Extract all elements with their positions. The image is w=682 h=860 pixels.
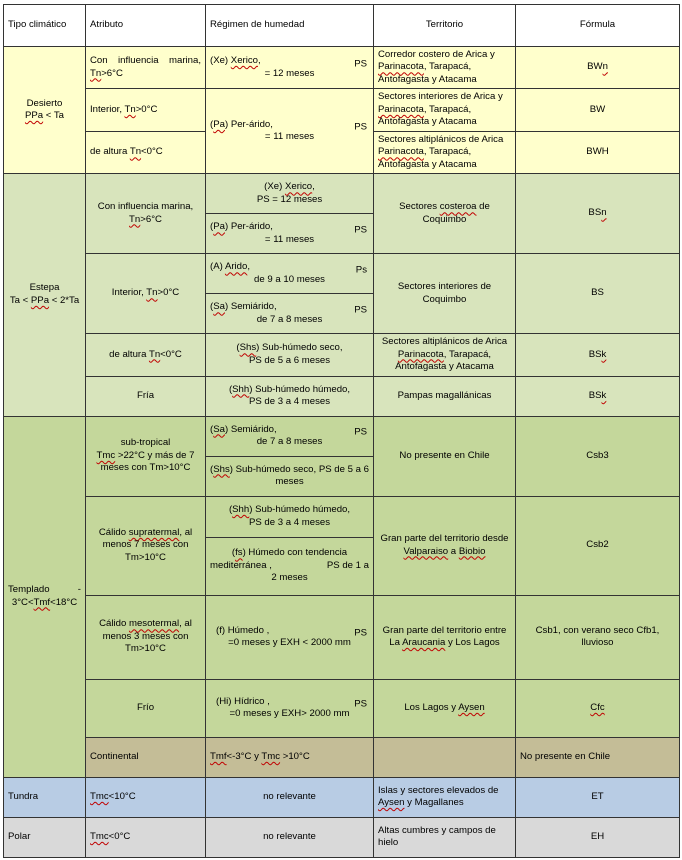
territorio-estepa-pampas: Pampas magallánicas: [374, 376, 516, 416]
table-row: [4, 595, 680, 679]
table-row: [4, 254, 680, 294]
regimen-templado-subhumedo-seco: (Shs) Sub-húmedo seco, PS de 5 a 6 meses: [206, 456, 374, 496]
regimen-tundra: no relevante: [206, 777, 374, 817]
territorio-templado-nopresente: No presente en Chile: [374, 416, 516, 496]
regimen-desierto-perarido: (Pa) Per-árido, = 11 meses PS: [206, 89, 374, 174]
attr-templado-mesotermal: Cálido mesotermal, al menos 3 meses con Tm>10°C: [86, 595, 206, 679]
table-row: [4, 416, 680, 456]
regimen-estepa-subhumedo-seco: (Shs) Sub-húmedo seco, PS de 5 a 6 meses: [206, 334, 374, 376]
header-atributo: Atributo: [86, 5, 206, 47]
formula-csb2: Csb2: [516, 496, 680, 595]
formula-et: ET: [516, 777, 680, 817]
attr-estepa-fria: Fría: [86, 376, 206, 416]
regimen-desierto-xerico: (Xe) Xerico, = 12 meses PS: [206, 47, 374, 89]
regimen-templado-hidrico: (Hi) Hídrico , =0 meses y EXH> 2000 mm PS: [206, 679, 374, 737]
attr-estepa-marina: Con influencia marina, Tn>6°C: [86, 174, 206, 254]
table-row: [4, 174, 680, 214]
table-row: [4, 817, 680, 857]
regimen-estepa-arido: (A) Arido, de 9 a 10 meses Ps: [206, 254, 374, 294]
attr-templado-frio: Frío: [86, 679, 206, 737]
attr-desierto-interior: Interior, Tn>0°C: [86, 89, 206, 131]
formula-bsk-2: BSk: [516, 376, 680, 416]
regimen-templado-subhumedo-humedo: (Shh) Sub-húmedo húmedo, PS de 3 a 4 meses: [206, 496, 374, 537]
attr-desierto-altura: de altura Tn<0°C: [86, 131, 206, 173]
regimen-estepa-subhumedo-humedo: (Shh) Sub-húmedo húmedo, PS de 3 a 4 meses: [206, 376, 374, 416]
table-row: [4, 737, 680, 777]
attr-estepa-interior: Interior, Tn>0°C: [86, 254, 206, 334]
territorio-desierto-interior: Sectores interiores de Arica y Parinacota, Tarapacá, Antofagasta y Atacama: [374, 89, 516, 131]
attr-tundra: Tmc<10°C: [86, 777, 206, 817]
formula-csb3: Csb3: [516, 416, 680, 496]
tipo-polar: Polar: [4, 817, 86, 857]
regimen-continental: [374, 737, 516, 777]
formula-eh: EH: [516, 817, 680, 857]
formula-bwn: BWn: [516, 47, 680, 89]
header-row: [4, 5, 680, 47]
formula-bs: BS: [516, 254, 680, 334]
table-row: [4, 47, 680, 89]
territorio-templado-aysen: Los Lagos y Aysen: [374, 679, 516, 737]
regimen-templado-mediterraneo: (fs) Húmedo con tendencia mediterránea , PS de 1 a 2 meses: [206, 537, 374, 595]
tipo-tundra: Tundra: [4, 777, 86, 817]
tipo-templado: Templado - 3°C<Tmf<18°C: [4, 416, 86, 777]
table-row: [4, 334, 680, 376]
attr-polar: Tmc<0°C: [86, 817, 206, 857]
formula-cfc: Cfc: [516, 679, 680, 737]
regimen-estepa-perarido: (Pa) Per-árido, = 11 meses PS: [206, 214, 374, 254]
header-territorio: Territorio: [374, 5, 516, 47]
regimen-templado-humedo: (f) Húmedo , =0 meses y EXH < 2000 mm PS: [206, 595, 374, 679]
territorio-estepa-interior: Sectores interiores de Coquimbo: [374, 254, 516, 334]
attr-desierto-marina: Con influencia marina, Tn>6°C: [86, 47, 206, 89]
table-row: [4, 777, 680, 817]
table-row: [4, 376, 680, 416]
territorio-polar: Altas cumbres y campos de hielo: [374, 817, 516, 857]
formula-bsk: BSk: [516, 334, 680, 376]
header-formula: Fórmula: [516, 5, 680, 47]
territorio-templado-araucania: Gran parte del territorio entre La Araucania y Los Lagos: [374, 595, 516, 679]
climate-table: [3, 4, 680, 858]
regimen-estepa-semiarido: (Sa) Semiárido, de 7 a 8 meses PS: [206, 294, 374, 334]
table-row: [4, 89, 680, 131]
tipo-estepa: Estepa Ta < PPa < 2*Ta: [4, 174, 86, 416]
regimen-polar: no relevante: [206, 817, 374, 857]
formula-bwh: BWH: [516, 131, 680, 173]
tipo-continental: Continental: [86, 737, 206, 777]
table-row: [4, 679, 680, 737]
header-tipo: Tipo climático: [4, 5, 86, 47]
formula-bsn: BSn: [516, 174, 680, 254]
territorio-continental: No presente en Chile: [516, 737, 680, 777]
table-row: [4, 496, 680, 537]
attr-estepa-altura: de altura Tn<0°C: [86, 334, 206, 376]
territorio-tundra: Islas y sectores elevados de Aysen y Magallanes: [374, 777, 516, 817]
regimen-estepa-xerico: (Xe) Xerico, PS = 12 meses: [206, 174, 374, 214]
tipo-desierto: Desierto PPa < Ta: [4, 47, 86, 174]
header-regimen: Régimen de humedad: [206, 5, 374, 47]
regimen-templado-semiarido: (Sa) Semiárido, de 7 a 8 meses PS: [206, 416, 374, 456]
attr-templado-subtropical: sub-tropical Tmc >22°C y más de 7 meses con Tm>10°C: [86, 416, 206, 496]
formula-bw: BW: [516, 89, 680, 131]
territorio-templado-valparaiso: Gran parte del territorio desde Valparaiso a Biobio: [374, 496, 516, 595]
territorio-desierto-costero: Corredor costero de Arica y Parinacota, Tarapacá, Antofagasta y Atacama: [374, 47, 516, 89]
attr-continental: Tmf<-3°C y Tmc >10°C: [206, 737, 374, 777]
territorio-desierto-altiplanico: Sectores altiplánicos de Arica Parinacota, Tarapacá, Antofagasta y Atacama: [374, 131, 516, 173]
territorio-estepa-costero: Sectores costeroa de Coquimbo: [374, 174, 516, 254]
formula-csb1: Csb1, con verano seco Cfb1, lluvioso: [516, 595, 680, 679]
attr-templado-supratermal: Cálido supratermal, al menos 7 meses con Tm>10°C: [86, 496, 206, 595]
territorio-estepa-altiplanico: Sectores altiplánicos de Arica Parinacota, Tarapacá, Antofagasta y Atacama: [374, 334, 516, 376]
